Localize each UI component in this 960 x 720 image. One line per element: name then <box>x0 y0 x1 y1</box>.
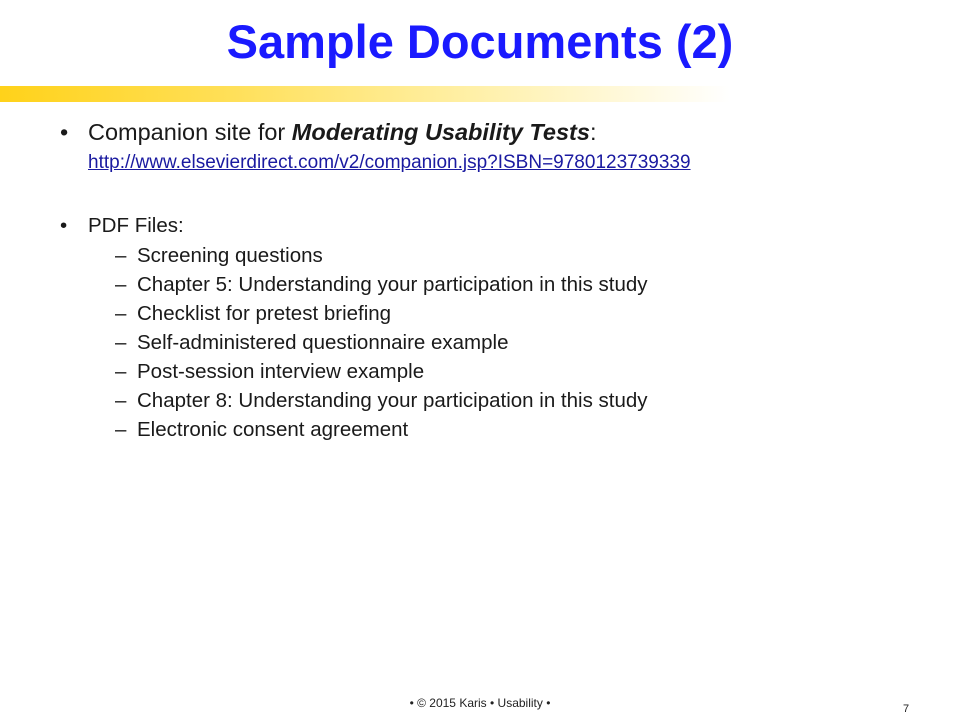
pdf-file-label: Checklist for pretest briefing <box>137 302 392 325</box>
pdf-file-list <box>60 241 940 444</box>
pdf-file-item <box>115 270 940 299</box>
title-accent-bar <box>0 86 730 102</box>
page-number: 7 <box>903 703 910 715</box>
sub-bullet-marker: – <box>115 302 127 325</box>
book-title: Moderating Usability Tests <box>291 119 590 145</box>
bullet-text: Companion site for <box>88 119 292 145</box>
pdf-file-item <box>115 299 940 328</box>
pdf-file-label: Screening questions <box>137 244 323 267</box>
slide-footer: • © 2015 Karis • Usability • <box>409 696 551 710</box>
companion-site-link[interactable]: http://www.elsevierdirect.com/v2/companion.jsp?ISBN=9780123739339 <box>88 152 691 173</box>
pdf-file-label: Post-session interview example <box>137 360 425 383</box>
sub-bullet-marker: – <box>115 360 127 383</box>
slide-content <box>60 118 940 444</box>
bullet-companion-site <box>60 118 940 174</box>
sub-bullet-marker: – <box>115 331 127 354</box>
bullet-marker: • <box>60 119 69 145</box>
sub-bullet-marker: – <box>115 418 127 441</box>
pdf-file-item <box>115 415 940 444</box>
pdf-file-label: Chapter 8: Understanding your participation in this study <box>137 389 648 412</box>
pdf-file-label: Chapter 5: Understanding your participation in this study <box>137 273 648 296</box>
sub-bullet-marker: – <box>115 273 127 296</box>
pdf-file-item <box>115 328 940 357</box>
pdf-file-label: Self-administered questionnaire example <box>137 331 509 354</box>
slide-title: Sample Documents (2) <box>226 15 734 68</box>
sub-bullet-marker: – <box>115 389 127 412</box>
pdf-file-label: Electronic consent agreement <box>137 418 409 441</box>
bullet-pdf-files <box>60 213 940 239</box>
bullet-text: PDF Files: <box>88 214 184 237</box>
bullet-marker: • <box>60 214 68 237</box>
pdf-file-item <box>115 241 940 270</box>
pdf-file-item <box>115 357 940 386</box>
bullet-text-colon: : <box>589 119 597 145</box>
sub-bullet-marker: – <box>115 244 127 267</box>
pdf-file-item <box>115 386 940 415</box>
